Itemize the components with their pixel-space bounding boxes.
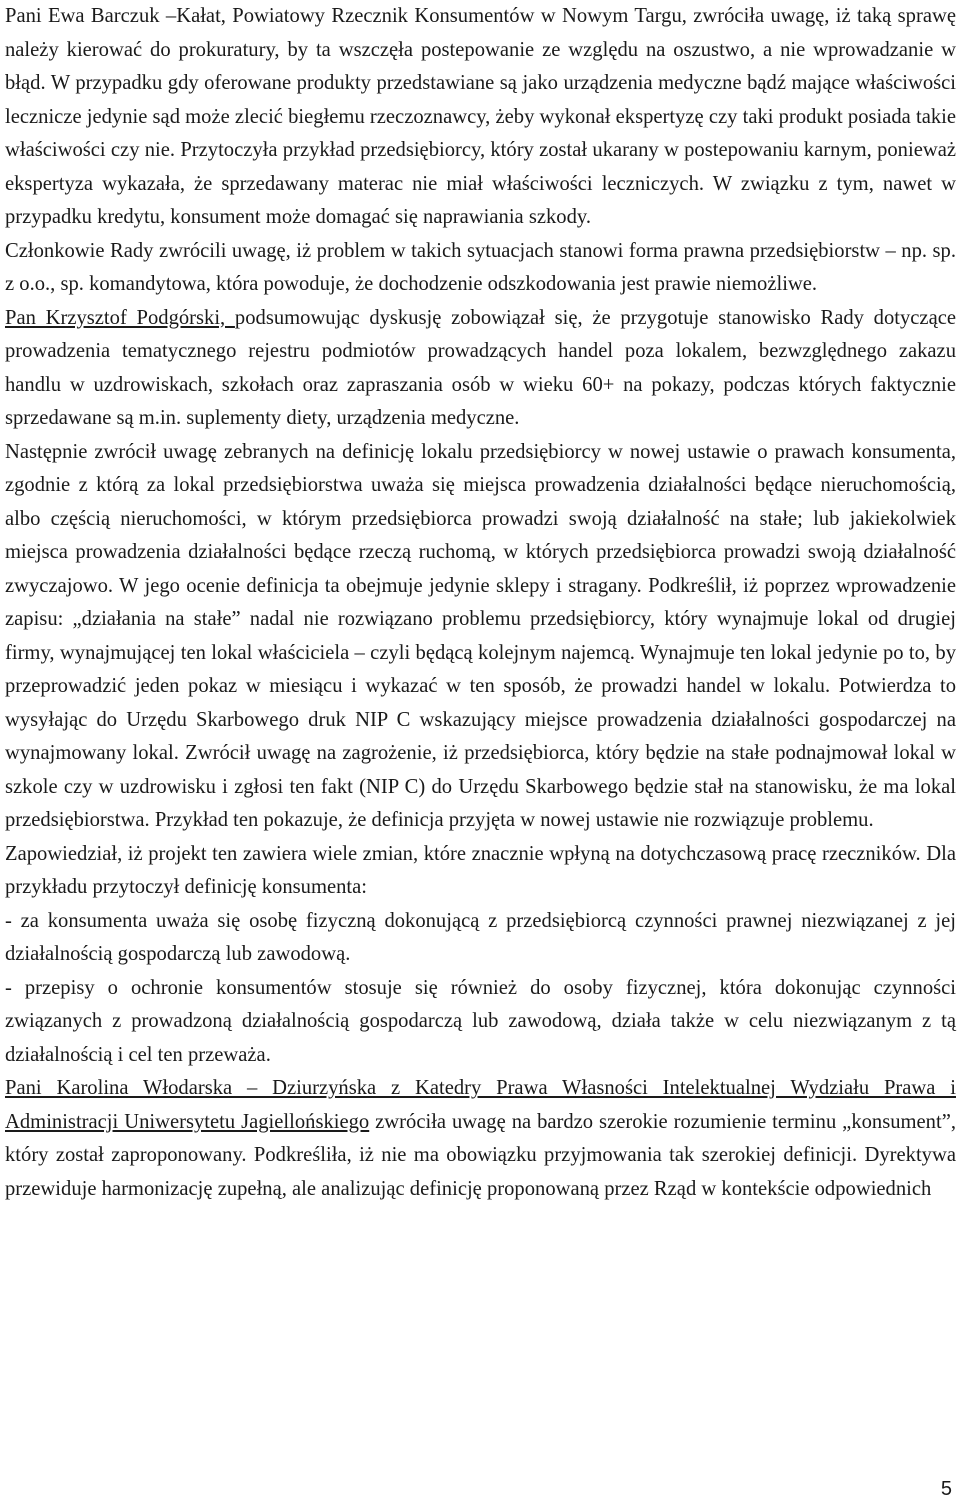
document-body [5,0,956,1206]
paragraph-announcement [5,838,956,905]
speaker-name: Pani Karolina Włodarska – Dziurzyńska z Katedry Prawa Własności Intelektualnej Wydziału Prawa i Administracji Uniwersytetu Jagiellońskiego [5,1077,956,1133]
paragraph-premises-definition [5,436,956,838]
paragraph-text: Członkowie Rady zwrócili uwagę, iż problem w takich sytuacjach stanowi forma prawna przedsiębiorstw – np. sp. z o.o., sp. komandytowa, która powoduje, że dochodzenie odszkodowania jest prawie niemożliwe. [5,239,956,295]
paragraph-podgorski [5,302,956,436]
paragraph-text: Pani Ewa Barczuk –Kałat, Powiatowy Rzecznik Konsumentów w Nowym Targu, zwróciła uwagę, iż taką sprawę należy kierować do prokuratury, by ta wszczęła postepowanie ze względu na oszustwo, a nie wprowadzanie w błąd. W przypadku gdy oferowane produkty przedstawiane są jako urządzenia medyczne bądź mające właściwości lecznicze jedynie sąd może zlecić biegłemu rzeczoznawcy, żeby wykonał ekspertyzę czy taki produkt posiada takie właściwości czy nie. Przytoczyła przykład przedsiębiorcy, który został ukarany w postepowaniu karnym, ponieważ ekspertyza wykazała, że sprzedawany materac nie miał właściwości leczniczych. W związku z tym, nawet w przypadku kredytu, konsument może domagać się naprawiania szkody. [5,5,956,228]
paragraph-text: - przepisy o ochronie konsumentów stosuje się również do osoby fizycznej, która dokonując czynności związanych z prowadzoną działalnością gospodarczą lub zawodową, działa także w celu niezwiązanym z tą działalnością i cel ten przeważa. [5,976,956,1066]
list-item-consumer-protection [5,972,956,1073]
paragraph-council [5,235,956,302]
paragraph-text: zwróciła uwagę na bardzo szerokie rozumienie terminu „konsument”, który został zaproponowany. Podkreśliła, iż nie ma obowiązku przyjmowania tak szerokiej definicji. Dyrektywa przewiduje harmonizację zupełną, ale analizując definicję proponowaną przez Rząd w kontekście odpowiednich [5,1110,956,1200]
paragraph-text: - za konsumenta uważa się osobę fizyczną dokonującą z przedsiębiorcą czynności prawnej niezwiązanej z jej działalnością gospodarczą lub zawodową. [5,909,956,965]
paragraph-wlodarska [5,1072,956,1206]
paragraph-text: podsumowując dyskusję zobowiązał się, że przygotuje stanowisko Rady dotyczące prowadzenia tematycznego rejestru podmiotów prowadzących handel poza lokalem, bezwzględnego zakazu handlu w uzdrowiskach, szkołach oraz zapraszania osób w wieku 60+ na pokazy, podczas których faktycznie sprzedawane są m.in. suplementy diety, urządzenia medyczne. [5,306,956,429]
list-item-consumer-definition [5,905,956,972]
paragraph-text: Następnie zwrócił uwagę zebranych na definicję lokalu przedsiębiorcy w nowej ustawie o prawach konsumenta, zgodnie z którą za lokal przedsiębiorstwa uważa się miejsca prowadzenia działalności będące nieruchomością, albo częścią nieruchomości, w którym przedsiębiorca prowadzi swoją działalność na stałe; lub jakiekolwiek miejsca prowadzenia działalności będące rzeczą ruchomą, w których przedsiębiorca prowadzi swoją działalność zwyczajowo. W jego ocenie definicja ta obejmuje jedynie sklepy i stragany. Podkreślił, iż poprzez wprowadzenie zapisu: „działania na stałe” nadal nie rozwiązano problemu przedsiębiorcy, który wynajmuje lokal od drugiej firmy, wynajmującej ten lokal właściciela – czyli będącą kolejnym najemcą. Wynajmuje ten lokal jedynie po to, by przeprowadzić jeden pokaz w miesiącu i wykazać w ten sposób, że prowadzi handel w lokalu. Potwierdza to wysyłając do Urzędu Skarbowego druk NIP C wskazujący miejsce prowadzenia działalności gospodarczej na wynajmowany lokal. Zwrócił uwagę na zagrożenie, iż przedsiębiorca, który będzie na stałe podnajmował lokal w szkole czy w uzdrowisku i zgłosi ten fakt (NIP C) do Urzędu Skarbowego będzie stał na stanowisku, że ma lokal przedsiębiorstwa. Przykład ten pokazuje, że definicja przyjęta w nowej ustawie nie rozwiązuje problemu. [5,440,956,831]
speaker-name: Pan Krzysztof Podgórski, [5,306,235,329]
page-number: 5 [940,1478,952,1500]
paragraph-text: Zapowiedział, iż projekt ten zawiera wiele zmian, które znacznie wpłyną na dotychczasową pracę rzeczników. Dla przykładu przytoczył definicję konsumenta: [5,842,956,898]
paragraph-barczuk [5,0,956,235]
